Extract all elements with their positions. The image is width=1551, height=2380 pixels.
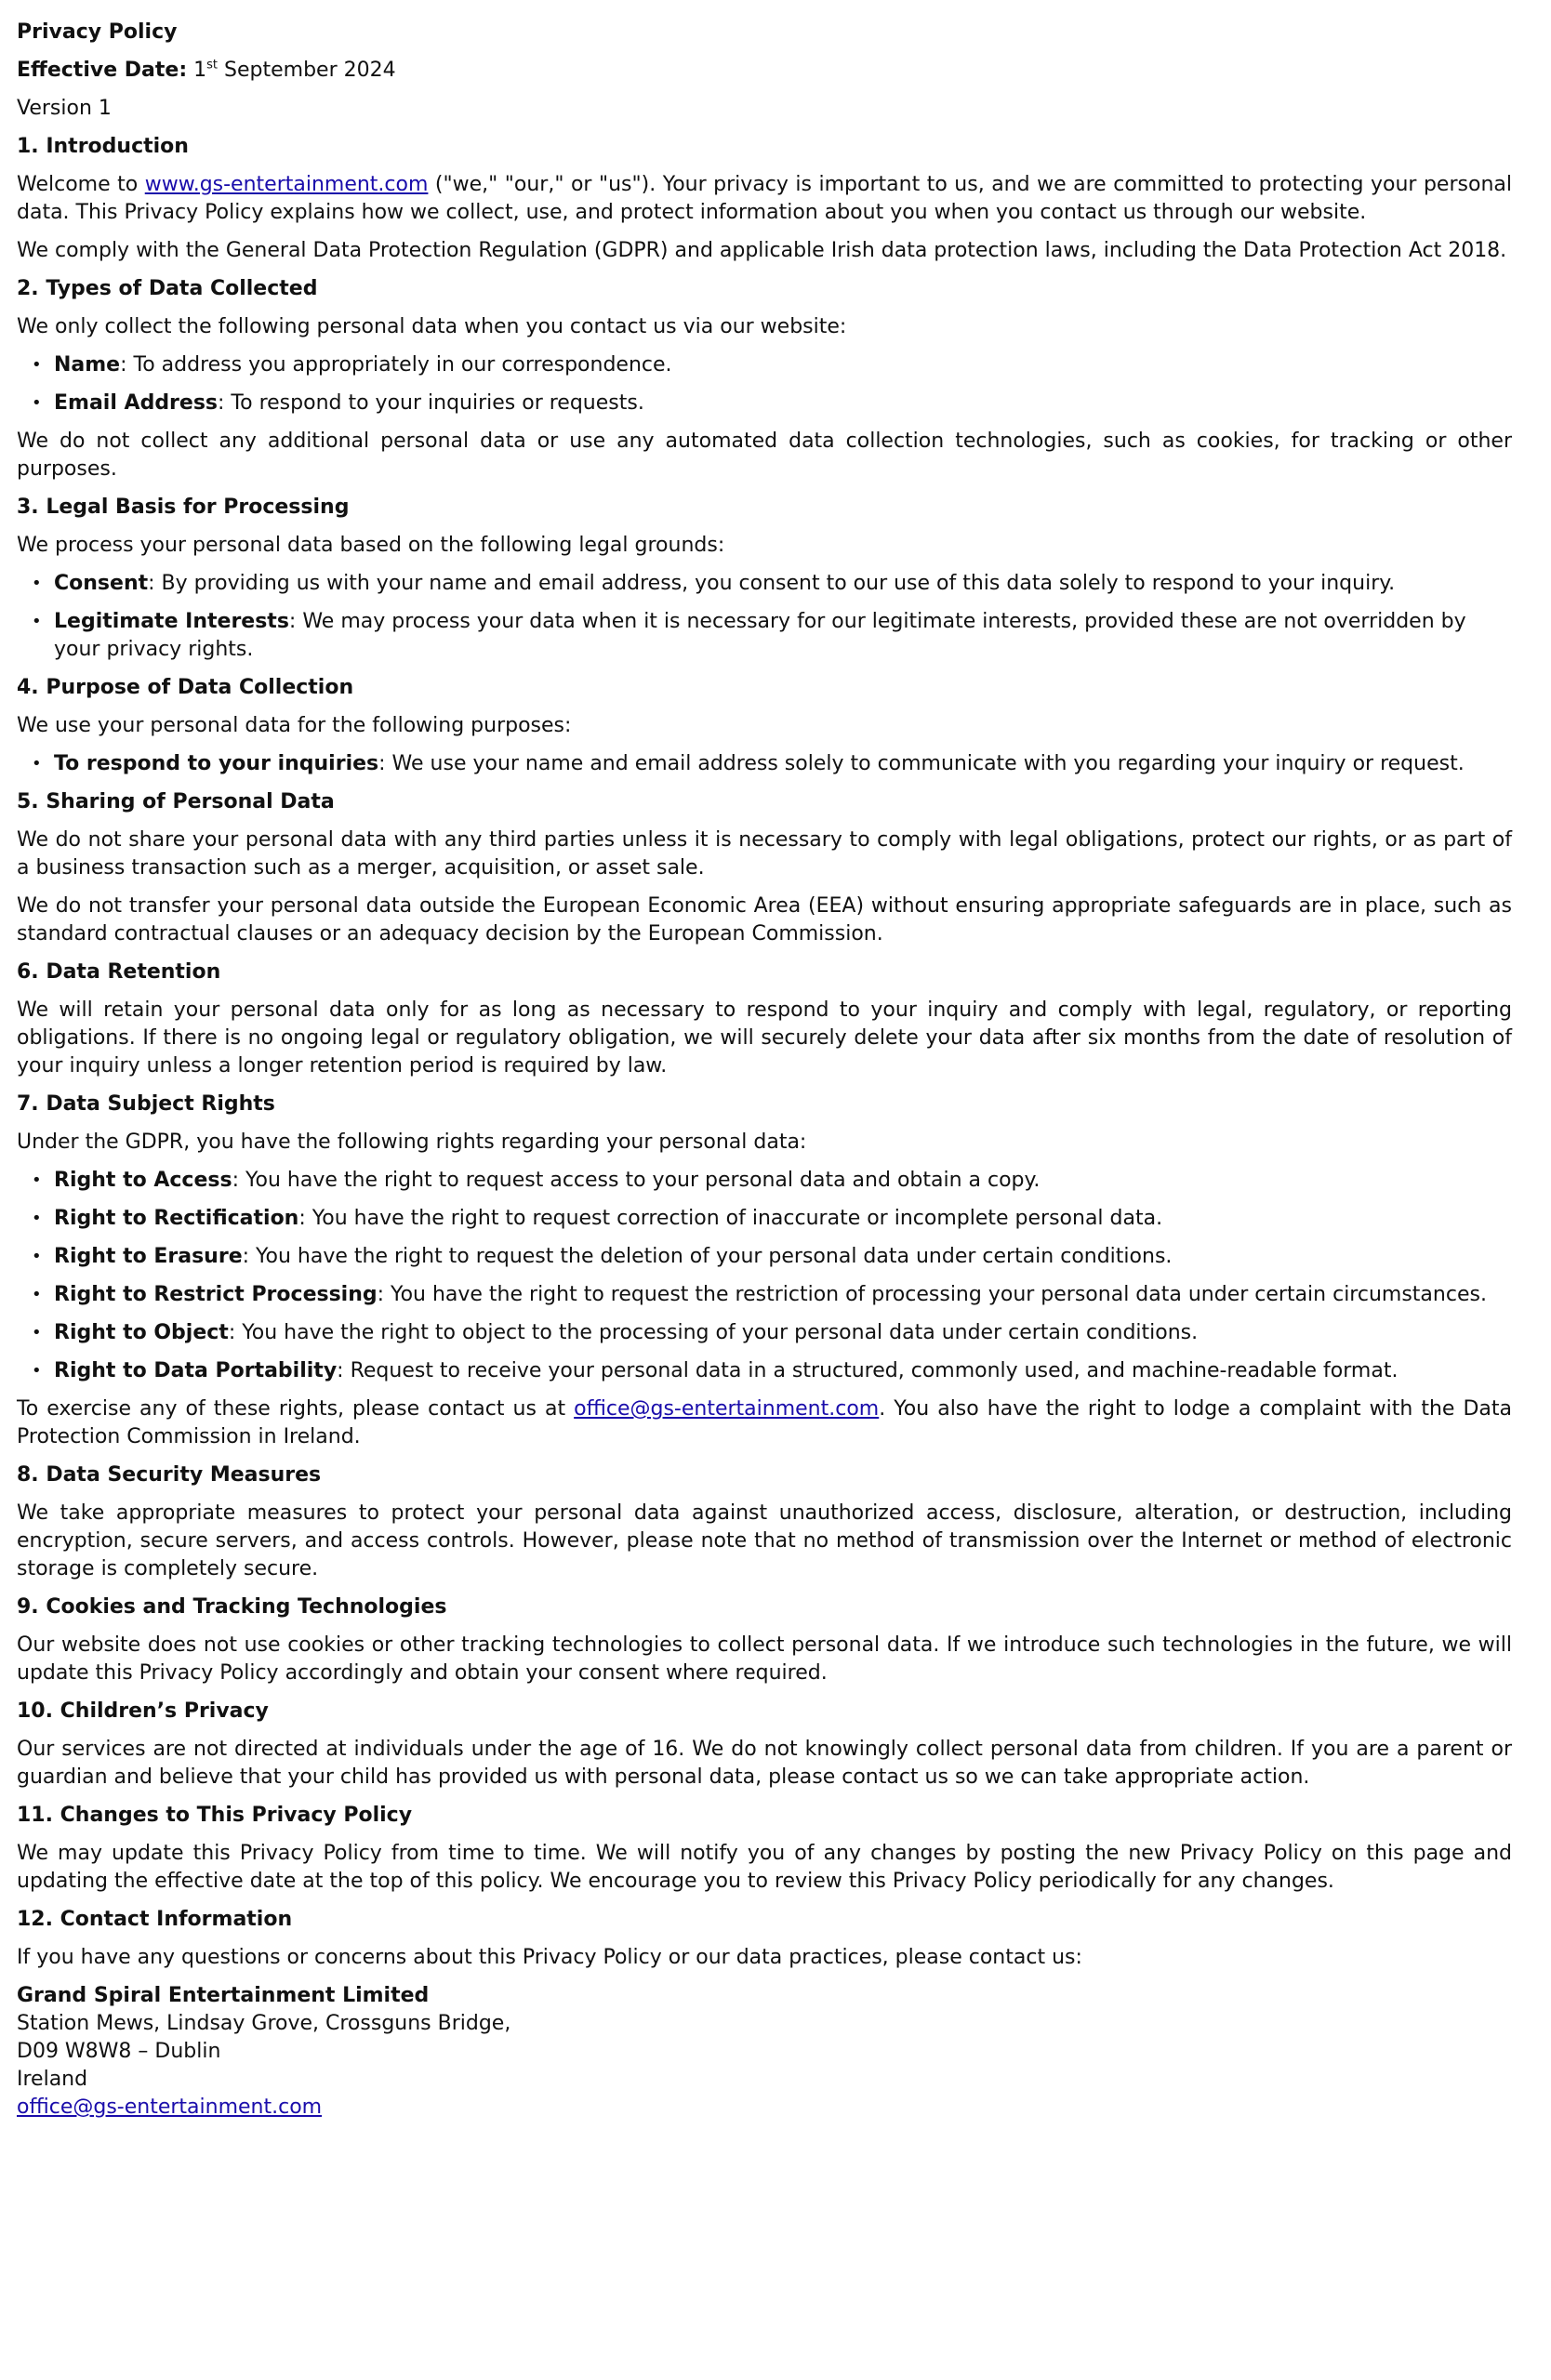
- list-item: [17, 1281, 1512, 1309]
- page-title: Privacy Policy: [17, 20, 178, 44]
- list-item-term: Right to Restrict Processing: [54, 1283, 378, 1306]
- list-item: [17, 1357, 1512, 1385]
- section-heading-security: 8. Data Security Measures: [17, 1463, 322, 1487]
- effective-date-rest: September 2024: [224, 59, 396, 82]
- types-of-data-list: [17, 351, 1512, 417]
- list-item-term: Legitimate Interests: [54, 610, 289, 633]
- list-item-text: : By providing us with your name and email address, you consent to our use of this data solely to respond to your inquiry.: [148, 572, 1396, 595]
- address-line-1: Station Mews, Lindsay Grove, Crossguns Bridge,: [17, 2012, 511, 2035]
- text: To exercise any of these rights, please contact us at: [17, 1397, 575, 1421]
- subject-rights-list: [17, 1167, 1512, 1385]
- list-item-text: : We use your name and email address solely to communicate with you regarding your inquiry or request.: [378, 752, 1465, 775]
- sharing-paragraph-2: We do not transfer your personal data outside the European Economic Area (EEA) without ensuring appropriate safeguards are in place, such as standard contractual clauses or an adequacy decision by the European Commission.: [17, 894, 1512, 945]
- address-line-2: D09 W8W8 – Dublin: [17, 2040, 221, 2063]
- legal-basis-list: [17, 570, 1512, 664]
- contact-email-link[interactable]: office@gs-entertainment.com: [17, 2096, 323, 2119]
- list-item-text: : You have the right to object to the processing of your personal data under certain conditions.: [228, 1321, 1199, 1344]
- effective-date-label: Effective Date:: [17, 59, 188, 82]
- effective-date-day: 1: [193, 59, 207, 82]
- list-item-text: : You have the right to request access to your personal data and obtain a copy.: [232, 1169, 1041, 1192]
- address-line-3: Ireland: [17, 2068, 88, 2091]
- security-paragraph: We take appropriate measures to protect your personal data against unauthorized access, disclosure, alteration, or destruction, including encryption, secure servers, and access controls. However, please note that no method of transmission over the Internet or method of electronic storage is completely secure.: [17, 1501, 1512, 1580]
- list-item-term: Name: [54, 353, 121, 377]
- list-item: [17, 750, 1512, 778]
- list-item-text: : Request to receive your personal data in a structured, commonly used, and machine-readable format.: [337, 1359, 1399, 1382]
- website-link[interactable]: www.gs-entertainment.com: [144, 173, 429, 196]
- types-of-data-outro: We do not collect any additional personal data or use any automated data collection technologies, such as cookies, for tracking or other purposes.: [17, 430, 1512, 481]
- sharing-paragraph-1: We do not share your personal data with any third parties unless it is necessary to comply with legal obligations, protect our rights, or as part of a business transaction such as a merger, acquisition, or asset sale.: [17, 828, 1512, 879]
- cookies-paragraph: Our website does not use cookies or other tracking technologies to collect personal data. If we introduce such technologies in the future, we will update this Privacy Policy accordingly and obtain your consent where required.: [17, 1633, 1512, 1685]
- contact-address: [17, 1982, 1512, 2122]
- list-item: [17, 390, 1512, 417]
- section-heading-introduction: 1. Introduction: [17, 135, 189, 158]
- list-item-term: To respond to your inquiries: [54, 752, 379, 775]
- list-item-term: Right to Rectification: [54, 1207, 299, 1230]
- text: Welcome to: [17, 173, 145, 196]
- list-item-text: : To address you appropriately in our correspondence.: [120, 353, 672, 377]
- list-item-text: : We may process your data when it is necessary for our legitimate interests, provided these are not overridden by your privacy rights.: [54, 610, 1466, 661]
- list-item: [17, 1167, 1512, 1195]
- legal-basis-intro: We process your personal data based on the following legal grounds:: [17, 534, 725, 557]
- contact-intro: If you have any questions or concerns about this Privacy Policy or our data practices, please contact us:: [17, 1946, 1082, 1969]
- list-item-term: Right to Erasure: [54, 1245, 243, 1268]
- text: ("we," "our," or "us"). Your privacy is important to us, and we are committed to protecting your personal data. This Privacy Policy explains how we collect, use, and protect information about you when you contact us through our website.: [17, 173, 1512, 224]
- childrens-privacy-paragraph: Our services are not directed at individuals under the age of 16. We do not knowingly collect personal data from children. If you are a parent or guardian and believe that your child has provided us with personal data, please contact us so we can take appropriate action.: [17, 1738, 1512, 1789]
- list-item-text: : You have the right to request correction of inaccurate or incomplete personal data.: [298, 1207, 1163, 1230]
- version: Version 1: [17, 97, 112, 120]
- list-item-term: Consent: [54, 572, 149, 595]
- gdpr-compliance-paragraph: We comply with the General Data Protection Regulation (GDPR) and applicable Irish data protection laws, including the Data Protection Act 2018.: [17, 239, 1507, 262]
- list-item-term: Right to Data Portability: [54, 1359, 338, 1382]
- purpose-intro: We use your personal data for the following purposes:: [17, 714, 572, 737]
- list-item-term: Email Address: [54, 391, 219, 415]
- list-item-term: Right to Access: [54, 1169, 232, 1192]
- section-heading-legal-basis: 3. Legal Basis for Processing: [17, 496, 350, 519]
- purpose-list: [17, 750, 1512, 778]
- section-heading-retention: 6. Data Retention: [17, 960, 221, 984]
- section-heading-sharing: 5. Sharing of Personal Data: [17, 790, 335, 813]
- list-item: [17, 570, 1512, 598]
- section-heading-cookies: 9. Cookies and Tracking Technologies: [17, 1595, 447, 1619]
- section-heading-types-of-data: 2. Types of Data Collected: [17, 277, 318, 300]
- list-item-term: Right to Object: [54, 1321, 229, 1344]
- list-item-text: : To respond to your inquiries or requests.: [218, 391, 644, 415]
- retention-paragraph: We will retain your personal data only for as long as necessary to respond to your inquiry and comply with legal, regulatory, or reporting obligations. If there is no ongoing legal or regulatory obligation, we will securely delete your data after six months from the date of resolution of your inquiry unless a longer retention period is required by law.: [17, 998, 1512, 1078]
- section-heading-changes: 11. Changes to This Privacy Policy: [17, 1804, 413, 1827]
- types-of-data-intro: We only collect the following personal data when you contact us via our website:: [17, 315, 847, 338]
- office-email-link[interactable]: office@gs-entertainment.com: [574, 1397, 880, 1421]
- introduction-paragraph: [17, 171, 1512, 227]
- text: . You also have the right to lodge a complaint with the Data Protection Commission in Ireland.: [17, 1397, 1512, 1448]
- subject-rights-intro: Under the GDPR, you have the following rights regarding your personal data:: [17, 1130, 807, 1154]
- list-item: [17, 1205, 1512, 1233]
- effective-date-suffix: st: [206, 58, 219, 73]
- section-heading-contact: 12. Contact Information: [17, 1908, 293, 1931]
- list-item-text: : You have the right to request the restriction of processing your personal data under certain circumstances.: [377, 1283, 1487, 1306]
- list-item: [17, 351, 1512, 379]
- section-heading-purpose: 4. Purpose of Data Collection: [17, 676, 354, 699]
- section-heading-subject-rights: 7. Data Subject Rights: [17, 1092, 275, 1116]
- company-name: Grand Spiral Entertainment Limited: [17, 1984, 430, 2007]
- effective-date: [17, 57, 1512, 85]
- list-item: [17, 608, 1512, 664]
- changes-paragraph: We may update this Privacy Policy from time to time. We will notify you of any changes by posting the new Privacy Policy on this page and updating the effective date at the top of this policy. We encourage you to review this Privacy Policy periodically for any changes.: [17, 1842, 1512, 1893]
- list-item: [17, 1243, 1512, 1271]
- section-heading-childrens-privacy: 10. Children’s Privacy: [17, 1699, 269, 1723]
- list-item-text: : You have the right to request the deletion of your personal data under certain conditions.: [242, 1245, 1173, 1268]
- list-item: [17, 1319, 1512, 1347]
- subject-rights-outro: [17, 1395, 1512, 1451]
